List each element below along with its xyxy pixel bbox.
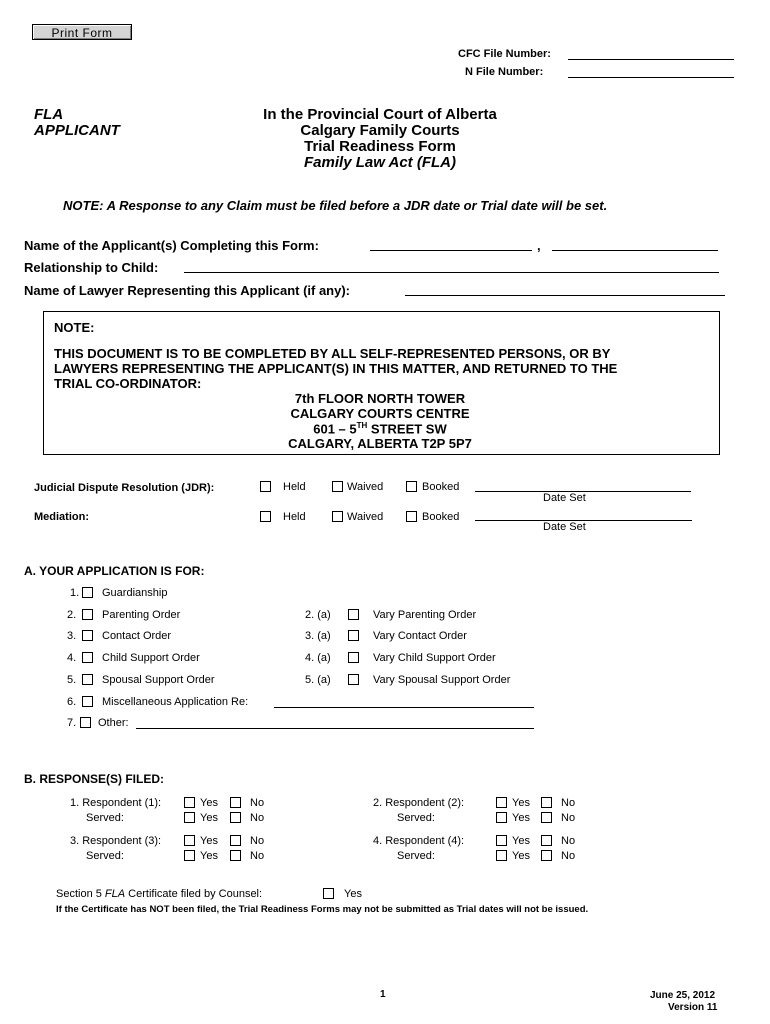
- respondent-1-served-yes-checkbox[interactable]: [184, 812, 195, 823]
- jdr-waived-checkbox[interactable]: [332, 481, 343, 492]
- mediation-waived-label: Waived: [347, 511, 384, 523]
- respondent-1-no-label: No: [250, 797, 265, 809]
- jdr-held-label: Held: [283, 481, 306, 493]
- applicant-label: APPLICANT: [34, 122, 120, 139]
- respondent-1-label: 1. Respondent (1):: [70, 797, 162, 809]
- item-4-number: 4.: [67, 652, 77, 664]
- applicant-name-label: Name of the Applicant(s) Completing this Form:: [24, 238, 319, 253]
- applicant-name-field-2[interactable]: [552, 250, 718, 251]
- guardianship-label: Guardianship: [102, 587, 168, 599]
- respondent-3-served-label: Served:: [86, 850, 124, 862]
- respondent-1-served-no-label: No: [250, 812, 265, 824]
- contact-order-checkbox[interactable]: [82, 630, 93, 641]
- notice-line-3: TRIAL CO-ORDINATOR:: [54, 376, 202, 391]
- item-4a-number: 4. (a): [305, 652, 331, 664]
- fla-label: FLA: [34, 106, 64, 123]
- respondent-4-yes-label: Yes: [512, 835, 530, 847]
- n-file-number-label: N File Number:: [465, 66, 544, 78]
- respondent-3-no-checkbox[interactable]: [230, 835, 241, 846]
- respondent-4-label: 4. Respondent (4):: [373, 835, 465, 847]
- certificate-yes-label: Yes: [344, 888, 362, 900]
- respondent-2-no-label: No: [561, 797, 576, 809]
- revision-date: June 25, 2012: [650, 990, 716, 1001]
- certificate-label: Section 5 FLA Certificate filed by Counsel:: [56, 888, 263, 900]
- respondent-3-no-label: No: [250, 835, 265, 847]
- cfc-file-number-field[interactable]: [568, 59, 734, 60]
- misc-application-field[interactable]: [274, 707, 534, 708]
- respondent-4-served-yes-label: Yes: [512, 850, 530, 862]
- vary-contact-order-label: Vary Contact Order: [373, 630, 467, 642]
- respondent-2-no-checkbox[interactable]: [541, 797, 552, 808]
- guardianship-checkbox[interactable]: [82, 587, 93, 598]
- vary-child-support-order-checkbox[interactable]: [348, 652, 359, 663]
- contact-order-label: Contact Order: [102, 630, 172, 642]
- vary-parenting-order-checkbox[interactable]: [348, 609, 359, 620]
- respondent-2-served-yes-label: Yes: [512, 812, 530, 824]
- respondent-4-served-no-checkbox[interactable]: [541, 850, 552, 861]
- vary-child-support-order-label: Vary Child Support Order: [373, 652, 496, 664]
- respondent-3-served-no-checkbox[interactable]: [230, 850, 241, 861]
- respondent-4-yes-checkbox[interactable]: [496, 835, 507, 846]
- section-b-title: B. RESPONSE(S) FILED:: [24, 772, 165, 786]
- respondent-2-yes-checkbox[interactable]: [496, 797, 507, 808]
- jdr-booked-checkbox[interactable]: [406, 481, 417, 492]
- relationship-label: Relationship to Child:: [24, 260, 159, 275]
- jdr-label: Judicial Dispute Resolution (JDR):: [34, 482, 215, 494]
- vary-parenting-order-label: Vary Parenting Order: [373, 609, 477, 621]
- respondent-3-served-no-label: No: [250, 850, 265, 862]
- n-file-number-field[interactable]: [568, 77, 734, 78]
- page-number: 1: [380, 989, 386, 1000]
- misc-application-checkbox[interactable]: [82, 696, 93, 707]
- address-line-4: CALGARY, ALBERTA T2P 5P7: [288, 436, 472, 451]
- item-5-number: 5.: [67, 674, 77, 686]
- respondent-1-yes-checkbox[interactable]: [184, 797, 195, 808]
- vary-spousal-support-order-checkbox[interactable]: [348, 674, 359, 685]
- act-title: Family Law Act (FLA): [304, 154, 456, 171]
- spousal-support-order-label: Spousal Support Order: [102, 674, 215, 686]
- form-title: Trial Readiness Form: [304, 138, 456, 155]
- notice-title: NOTE:: [54, 320, 95, 335]
- courts-title: Calgary Family Courts: [300, 122, 460, 139]
- respondent-1-no-checkbox[interactable]: [230, 797, 241, 808]
- respondent-1-served-label: Served:: [86, 812, 124, 824]
- respondent-1-served-no-checkbox[interactable]: [230, 812, 241, 823]
- respondent-3-yes-checkbox[interactable]: [184, 835, 195, 846]
- notice-line-2: LAWYERS REPRESENTING THE APPLICANT(S) IN THIS MATTER, AND RETURNED TO THE: [54, 361, 618, 376]
- respondent-2-served-label: Served:: [397, 812, 435, 824]
- other-checkbox[interactable]: [80, 717, 91, 728]
- item-6-number: 6.: [67, 696, 77, 708]
- mediation-booked-label: Booked: [422, 511, 460, 523]
- other-field[interactable]: [136, 728, 534, 729]
- item-7-number: 7.: [67, 717, 77, 729]
- item-2-number: 2.: [67, 609, 77, 621]
- relationship-field[interactable]: [184, 272, 719, 273]
- address-line-3: 601 – 5TH STREET SW: [313, 421, 447, 437]
- respondent-4-no-checkbox[interactable]: [541, 835, 552, 846]
- jdr-booked-label: Booked: [422, 481, 460, 493]
- applicant-name-field-1[interactable]: [370, 250, 532, 251]
- certificate-yes-checkbox[interactable]: [323, 888, 334, 899]
- lawyer-label: Name of Lawyer Representing this Applicant (if any):: [24, 283, 351, 298]
- lawyer-field[interactable]: [405, 295, 725, 296]
- item-3a-number: 3. (a): [305, 630, 331, 642]
- print-form-button[interactable]: Print Form: [32, 24, 132, 40]
- respondent-4-served-yes-checkbox[interactable]: [496, 850, 507, 861]
- spousal-support-order-checkbox[interactable]: [82, 674, 93, 685]
- section-a-title: A. YOUR APPLICATION IS FOR:: [24, 564, 205, 578]
- child-support-order-label: Child Support Order: [102, 652, 200, 664]
- vary-spousal-support-order-label: Vary Spousal Support Order: [373, 674, 511, 686]
- respondent-2-served-no-label: No: [561, 812, 576, 824]
- court-title: In the Provincial Court of Alberta: [263, 106, 497, 123]
- mediation-label: Mediation:: [34, 511, 89, 523]
- parenting-order-label: Parenting Order: [102, 609, 181, 621]
- mediation-held-checkbox[interactable]: [260, 511, 271, 522]
- response-note: NOTE: A Response to any Claim must be filed before a JDR date or Trial date will be set.: [63, 198, 608, 213]
- respondent-2-served-no-checkbox[interactable]: [541, 812, 552, 823]
- version: Version 11: [668, 1002, 718, 1013]
- mediation-date-set-label: Date Set: [543, 521, 586, 533]
- respondent-1-yes-label: Yes: [200, 797, 218, 809]
- respondent-2-label: 2. Respondent (2):: [373, 797, 465, 809]
- address-line-1: 7th FLOOR NORTH TOWER: [294, 391, 466, 406]
- comma: ,: [537, 238, 541, 253]
- item-1-number: 1.: [70, 587, 80, 599]
- mediation-waived-checkbox[interactable]: [332, 511, 343, 522]
- mediation-held-label: Held: [283, 511, 306, 523]
- respondent-4-served-no-label: No: [561, 850, 576, 862]
- respondent-4-no-label: No: [561, 835, 576, 847]
- certificate-warning: If the Certificate has NOT been filed, the Trial Readiness Forms may not be submitted as Trial dates will not be issued.: [56, 904, 589, 915]
- respondent-3-label: 3. Respondent (3):: [70, 835, 162, 847]
- mediation-booked-checkbox[interactable]: [406, 511, 417, 522]
- parenting-order-checkbox[interactable]: [82, 609, 93, 620]
- item-5a-number: 5. (a): [305, 674, 331, 686]
- jdr-held-checkbox[interactable]: [260, 481, 271, 492]
- respondent-3-yes-label: Yes: [200, 835, 218, 847]
- respondent-3-served-yes-checkbox[interactable]: [184, 850, 195, 861]
- respondent-3-served-yes-label: Yes: [200, 850, 218, 862]
- respondent-2-yes-label: Yes: [512, 797, 530, 809]
- address-line-2: CALGARY COURTS CENTRE: [290, 406, 470, 421]
- child-support-order-checkbox[interactable]: [82, 652, 93, 663]
- respondent-2-served-yes-checkbox[interactable]: [496, 812, 507, 823]
- misc-application-label: Miscellaneous Application Re:: [102, 696, 249, 708]
- cfc-file-number-label: CFC File Number:: [458, 48, 551, 60]
- respondent-4-served-label: Served:: [397, 850, 435, 862]
- jdr-waived-label: Waived: [347, 481, 384, 493]
- vary-contact-order-checkbox[interactable]: [348, 630, 359, 641]
- item-3-number: 3.: [67, 630, 77, 642]
- item-2a-number: 2. (a): [305, 609, 331, 621]
- other-label: Other:: [98, 717, 129, 729]
- respondent-1-served-yes-label: Yes: [200, 812, 218, 824]
- jdr-date-set-label: Date Set: [543, 492, 586, 504]
- notice-line-1: THIS DOCUMENT IS TO BE COMPLETED BY ALL SELF-REPRESENTED PERSONS, OR BY: [54, 346, 611, 361]
